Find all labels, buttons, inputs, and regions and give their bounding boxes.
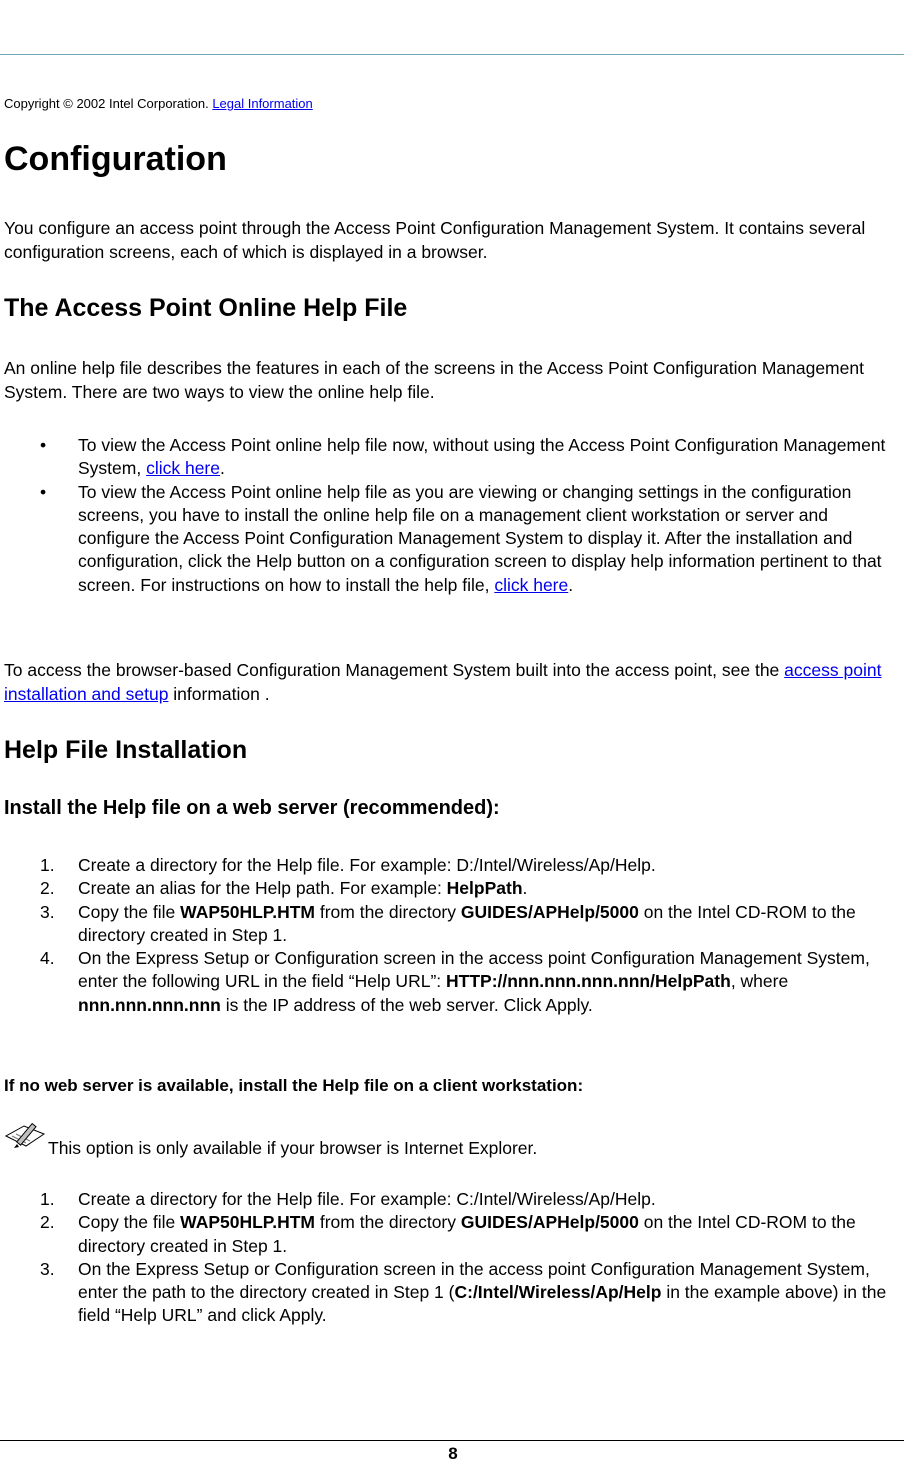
step-number: 4.	[40, 948, 55, 969]
list-item	[0, 434, 898, 481]
online-help-description: An online help file describes the features in each of the screens in the Access Point Configuration Management System. There are two ways to view the online help file.	[4, 358, 864, 402]
access-text-end: information .	[168, 684, 270, 704]
step-number: 1.	[40, 1189, 55, 1209]
bottom-divider	[0, 1440, 904, 1441]
step-text: on the Intel CD-ROM to the directory created in Step 1.	[78, 901, 856, 945]
step-text: from the directory	[314, 901, 461, 922]
bullet-end: .	[568, 574, 574, 595]
directory-path: GUIDES/APHelp/5000	[460, 901, 639, 922]
filename: WAP50HLP.HTM	[180, 1212, 315, 1233]
click-here-link-view-now[interactable]: click here	[146, 458, 220, 479]
bullet-text: To view the Access Point online help file as you are viewing or changing settings in the configuration screens, you have to install the online help file on a management client workstation or server and configure the Access Point Configuration Management System to display it. After the installation and configuration, click the Help button on a configuration screen to display help information pertinent to that screen. For instructions on how to install the help file,	[78, 481, 882, 595]
step-bold: HelpPath	[446, 878, 523, 899]
access-text: To access the browser-based Configuration Management System built into the access point, see the	[4, 660, 785, 680]
list-item	[0, 947, 898, 1017]
step-text: Create a directory for the Help file. For example: C:/Intel/Wireless/Ap/Help.	[78, 1189, 656, 1209]
intro-paragraph: You configure an access point through the Access Point Configuration Management System. It contains several configuration screens, each of which is displayed in a browser.	[4, 218, 866, 262]
directory-path: C:/Intel/Wireless/Ap/Help	[454, 1282, 662, 1303]
online-help-heading: The Access Point Online Help File	[4, 294, 408, 322]
directory-path: GUIDES/APHelp/5000	[460, 1212, 639, 1233]
step-text: from the directory	[314, 1212, 461, 1233]
ip-placeholder: nnn.nnn.nnn.nnn	[78, 994, 221, 1015]
client-install-heading: If no web server is available, install the Help file on a client workstation:	[4, 1076, 584, 1095]
filename: WAP50HLP.HTM	[180, 901, 315, 922]
step-number: 3.	[40, 1258, 55, 1279]
step-end: .	[522, 878, 528, 899]
bullet-marker: •	[40, 435, 47, 455]
step-text: Create an alias for the Help path. For example:	[78, 878, 447, 899]
list-item	[0, 1211, 898, 1258]
list-item	[0, 1258, 898, 1328]
list-item	[0, 1188, 898, 1211]
step-number: 1.	[40, 855, 55, 875]
help-file-installation-heading: Help File Installation	[4, 736, 248, 764]
bullet-marker: •	[40, 481, 47, 502]
help-url: HTTP://nnn.nnn.nnn.nnn/HelpPath	[446, 971, 731, 992]
note-text: This option is only available if your browser is Internet Explorer.	[48, 1138, 538, 1158]
step-text: On the Express Setup or Configuration screen in the access point Configuration Management System, enter the following URL in the field “Help URL”:	[78, 948, 870, 992]
step-text: Create a directory for the Help file. For example: D:/Intel/Wireless/Ap/Help.	[78, 855, 656, 875]
step-text: in the example above) in the field “Help URL” and click Apply.	[78, 1282, 887, 1326]
click-here-link-install[interactable]: click here	[494, 574, 569, 595]
copyright-text: Copyright © 2002 Intel Corporation.	[4, 96, 213, 111]
note-pencil-icon	[4, 1120, 48, 1160]
step-number: 3.	[40, 901, 55, 922]
legal-information-link[interactable]: Legal Information	[212, 96, 313, 111]
step-text: on the Intel CD-ROM to the directory created in Step 1.	[78, 1212, 856, 1256]
list-item	[0, 901, 898, 948]
installation-setup-link[interactable]: access point installation and setup	[4, 660, 882, 704]
help-view-options-list	[0, 434, 906, 597]
web-server-steps-list	[0, 854, 906, 1017]
list-item	[0, 481, 898, 597]
step-text: , where	[730, 971, 789, 992]
web-server-install-heading: Install the Help file on a web server (recommended):	[4, 797, 500, 819]
page-number: 8	[448, 1444, 458, 1463]
step-text: On the Express Setup or Configuration screen in the access point Configuration Management System, enter the path to the directory created in Step 1 (	[78, 1258, 870, 1303]
step-number: 2.	[40, 878, 55, 899]
step-number: 2.	[40, 1212, 55, 1233]
step-text: Copy the file	[78, 1212, 181, 1233]
client-steps-list	[0, 1188, 906, 1328]
bullet-text: To view the Access Point online help file now, without using the Access Point Configuration Management System,	[78, 435, 886, 479]
list-item	[0, 854, 898, 877]
page-title: Configuration	[4, 140, 227, 178]
bullet-end: .	[220, 458, 225, 479]
top-divider	[0, 54, 904, 55]
list-item	[0, 877, 898, 900]
copyright-line	[4, 96, 313, 111]
access-paragraph	[4, 658, 904, 706]
browser-note	[4, 1120, 537, 1160]
step-text: Copy the file	[78, 901, 181, 922]
step-text: is the IP address of the web server. Click Apply.	[220, 994, 593, 1015]
